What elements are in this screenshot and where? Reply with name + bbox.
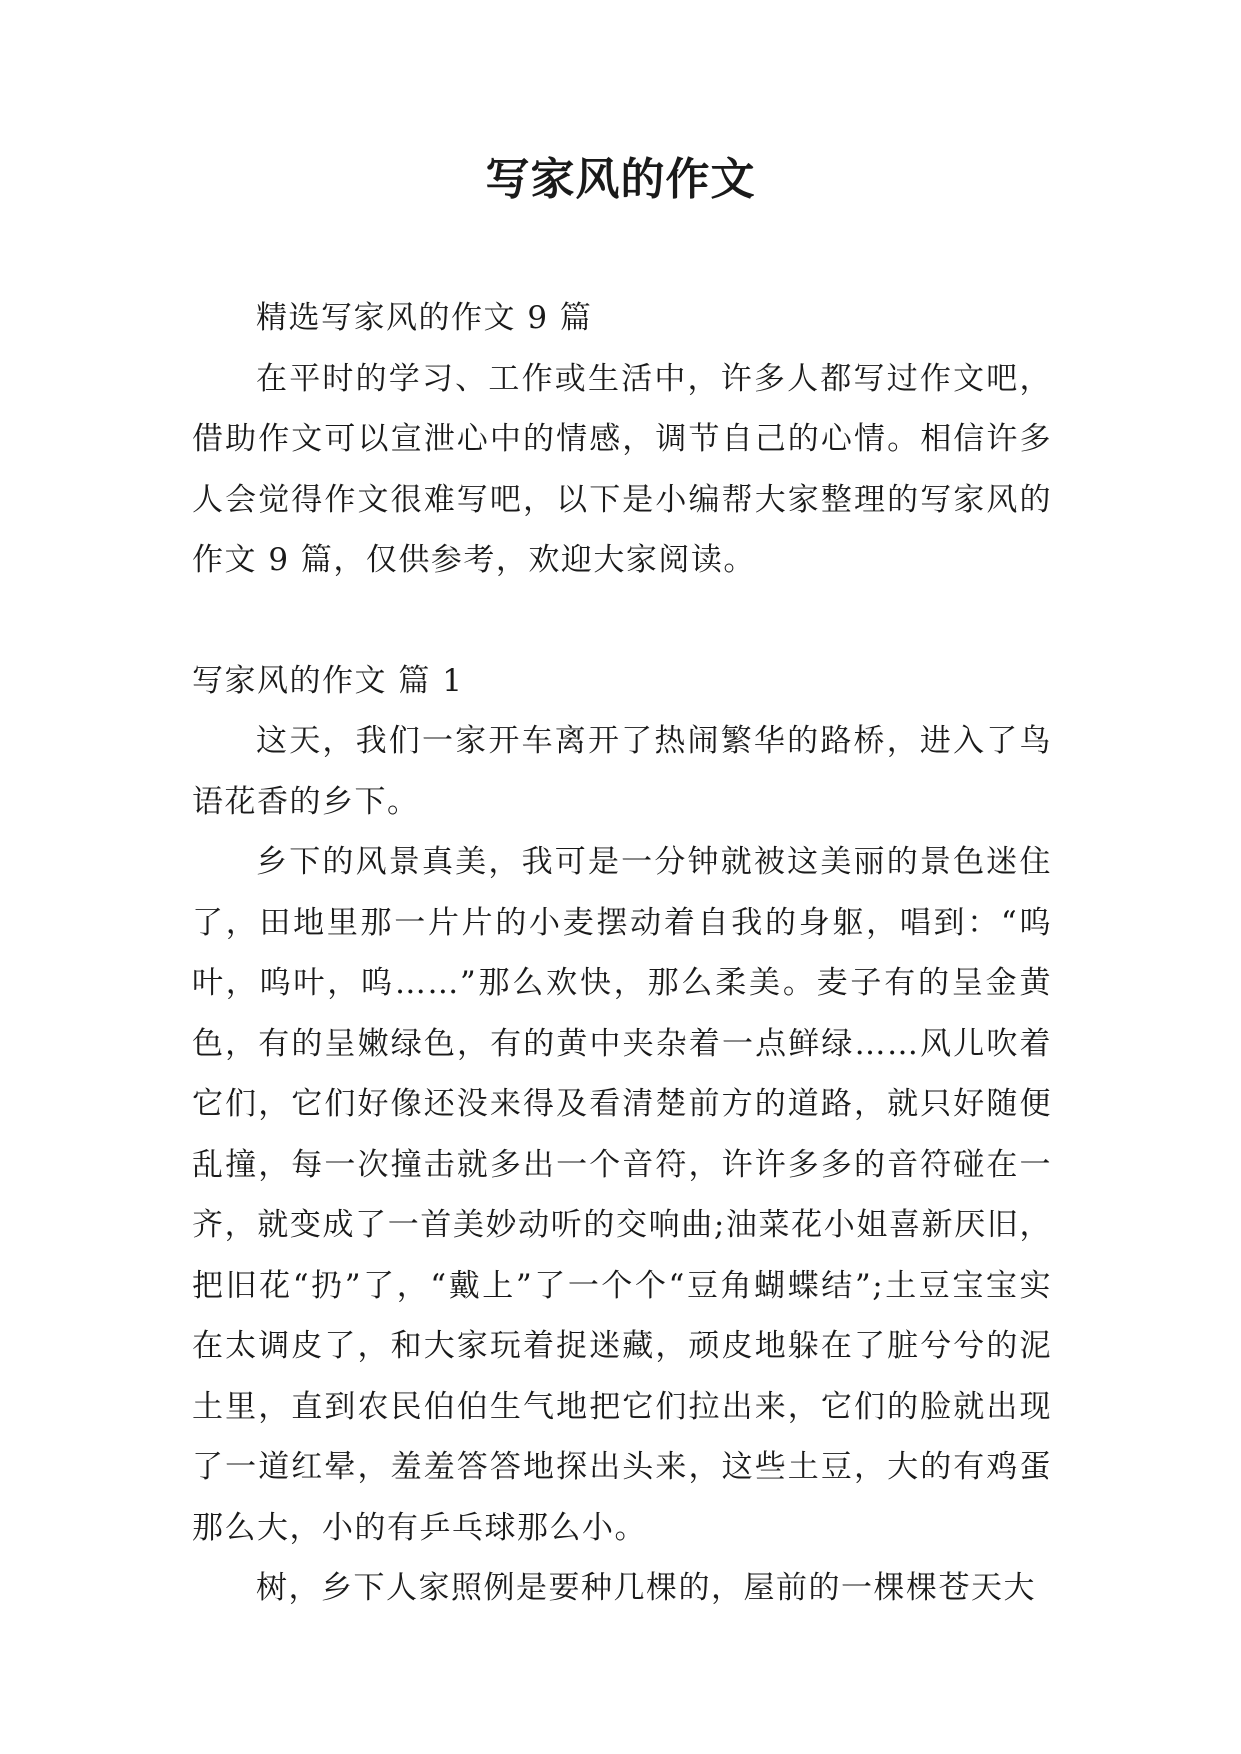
intro-heading: 精选写家风的作文 9 篇: [256, 300, 593, 336]
paragraph-spacer: [192, 591, 1052, 651]
body-paragraph-2: 乡下的风景真美，我可是一分钟就被这美丽的景色迷住了，田地里那一片片的小麦摆动着自我的身躯，唱到：“呜叶，呜叶，呜……”那么欢快，那么柔美。麦子有的呈金黄色，有的呈嫩绿色，有的黄中夹杂着一点鲜绿……风儿吹着它们，它们好像还没来得及看清楚前方的道路，就只好随便乱撞，每一次撞击就多出一个音符，许许多多的音符碰在一齐，就变成了一首美妙动听的交响曲;油菜花小姐喜新厌旧，把旧花“扔”了，“戴上”了一个个“豆角蝴蝶结”;土豆宝宝实在太调皮了，和大家玩着捉迷藏，顽皮地躲在了脏兮兮的泥土里，直到农民伯伯生气地把它们拉出来，它们的脸就出现了一道红晕，羞羞答答地探出头来，这些土豆，大的有鸡蛋那么大，小的有乒乓球那么小。: [192, 844, 1052, 1546]
section-heading: 写家风的作文 篇 1: [192, 662, 464, 699]
body-paragraph-3: 树，乡下人家照例是要种几棵的，屋前的一棵棵苍天大: [256, 1570, 1036, 1606]
document-title: 写家风的作文: [485, 154, 756, 205]
intro-paragraph: 在平时的学习、工作或生活中，许多人都写过作文吧，借助作文可以宣泄心中的情感，调节自己的心情。相信许多人会觉得作文很难写吧，以下是小编帮大家整理的写家风的作文 9 篇，仅供参考，欢迎大家阅读。: [192, 360, 1052, 578]
document-body: [192, 288, 1052, 1619]
body-paragraph-1: 这天，我们一家开车离开了热闹繁华的路桥，进入了鸟语花香的乡下。: [192, 723, 1052, 820]
